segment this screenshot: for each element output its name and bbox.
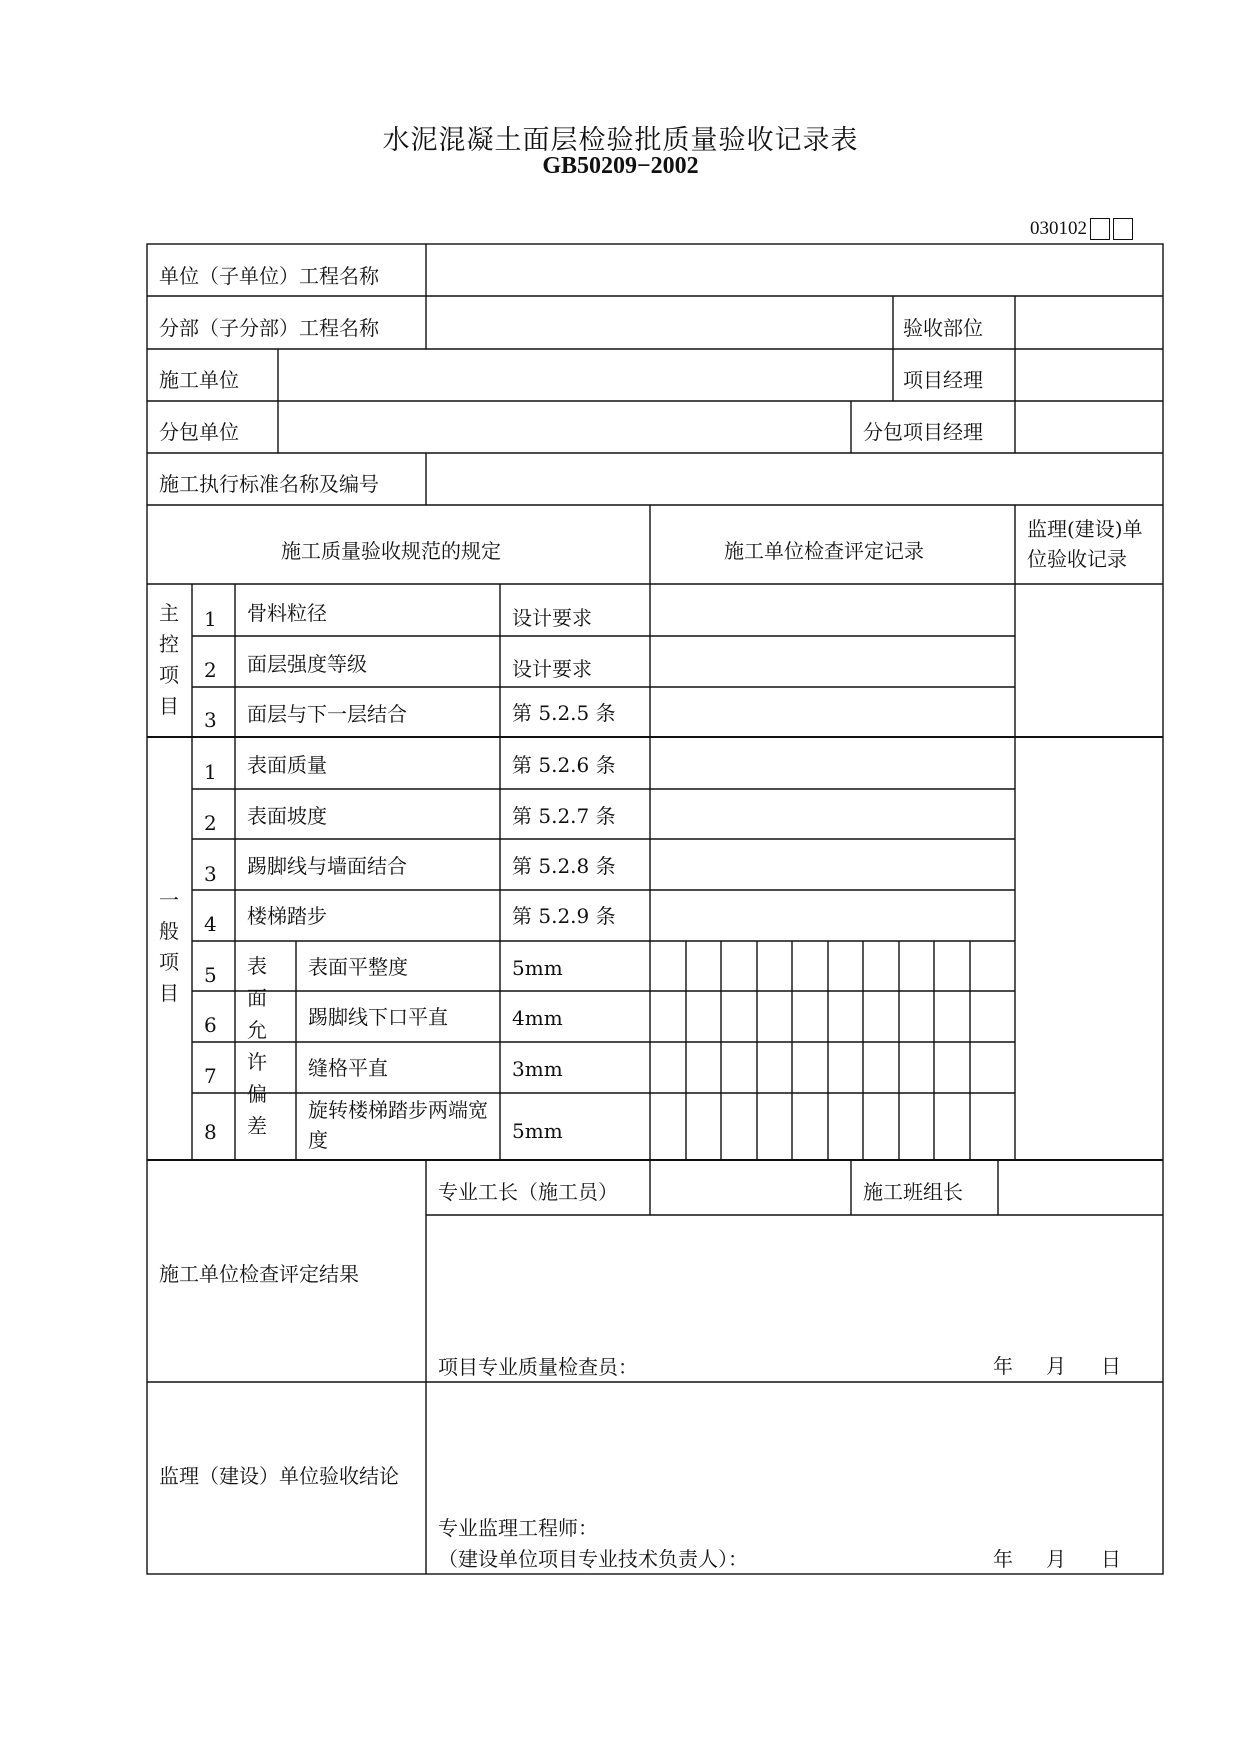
construction-year: 年 (993, 1354, 1013, 1378)
standard-name-label: 施工执行标准名称及编号 (159, 472, 379, 496)
owner-technical-lead-label: （建设单位项目专业技术负责人）： (438, 1547, 748, 1571)
supervisor-result-label: 监理（建设）单位验收结论 (159, 1464, 399, 1488)
construction-month: 月 (1046, 1354, 1066, 1378)
general-item-4-no: 4 (204, 912, 217, 936)
general-item-2-no: 2 (204, 811, 217, 835)
form-code-text: 030102 (1030, 218, 1087, 239)
main-item-3-no: 3 (204, 708, 217, 732)
general-item-1-no: 1 (204, 760, 217, 784)
main-item-2-no: 2 (204, 658, 217, 682)
general-item-3-no: 3 (204, 862, 217, 886)
deviation-item-5-no: 5 (204, 963, 217, 987)
spec-column-header: 施工质量验收规范的规定 (281, 539, 501, 563)
deviation-item-6-name: 踢脚线下口平直 (308, 1005, 448, 1029)
construction-unit-label: 施工单位 (159, 368, 239, 392)
general-item-4-name: 楼梯踏步 (247, 904, 327, 928)
deviation-item-7-req: 3mm (512, 1057, 563, 1081)
supervisor-month: 月 (1046, 1547, 1066, 1571)
general-item-3-name: 踢脚线与墙面结合 (247, 854, 407, 878)
main-item-2-name: 面层强度等级 (247, 652, 367, 676)
foreman-label: 专业工长（施工员） (438, 1180, 618, 1204)
main-item-2-req: 设计要求 (512, 657, 592, 681)
general-item-1-name: 表面质量 (247, 753, 327, 777)
sub-project-label: 分部（子分部）工程名称 (159, 316, 379, 340)
subcontract-manager-label: 分包项目经理 (863, 420, 983, 444)
main-item-1-req: 设计要求 (512, 606, 592, 630)
construction-result-label: 施工单位检查评定结果 (159, 1262, 359, 1286)
document-title: 水泥混凝土面层检验批质量验收记录表 (382, 125, 859, 156)
main-item-1-name: 骨料粒径 (247, 601, 327, 625)
deviation-item-7-name: 缝格平直 (308, 1056, 388, 1080)
supervisor-day: 日 (1101, 1547, 1121, 1571)
team-leader-label: 施工班组长 (863, 1180, 963, 1204)
general-item-3-req: 第 5.2.8 条 (512, 854, 616, 878)
standard-number: GB50209−2002 (542, 153, 699, 179)
supervisor-record-column-header: 监理(建设)单位验收记录 (1027, 517, 1143, 571)
general-item-2-name: 表面坡度 (247, 804, 327, 828)
deviation-item-8-no: 8 (204, 1120, 217, 1144)
main-item-3-req: 第 5.2.5 条 (512, 701, 616, 725)
deviation-item-5-req: 5mm (512, 956, 563, 980)
deviation-item-8-req: 5mm (512, 1119, 563, 1143)
unit-project-label: 单位（子单位）工程名称 (159, 264, 379, 288)
deviation-group-label: 表面允许偏差 (247, 954, 267, 1138)
acceptance-part-label: 验收部位 (903, 316, 983, 340)
deviation-item-6-req: 4mm (512, 1006, 563, 1030)
general-items-group-label: 一般项目 (159, 888, 179, 1005)
main-item-1-no: 1 (204, 607, 217, 631)
general-item-1-req: 第 5.2.6 条 (512, 753, 616, 777)
main-items-group-label: 主控项目 (159, 601, 179, 718)
general-item-2-req: 第 5.2.7 条 (512, 804, 616, 828)
supervisor-year: 年 (993, 1547, 1013, 1571)
main-item-3-name: 面层与下一层结合 (247, 702, 407, 726)
project-manager-label: 项目经理 (903, 368, 983, 392)
general-item-4-req: 第 5.2.9 条 (512, 904, 616, 928)
subcontract-unit-label: 分包单位 (159, 420, 239, 444)
deviation-item-6-no: 6 (204, 1013, 217, 1037)
construction-day: 日 (1101, 1354, 1121, 1378)
deviation-item-7-no: 7 (204, 1064, 217, 1088)
deviation-item-5-name: 表面平整度 (308, 955, 408, 979)
deviation-item-8-name: 旋转楼梯踏步两端宽度 (308, 1098, 488, 1152)
check-record-column-header: 施工单位检查评定记录 (724, 539, 924, 563)
quality-inspector-label: 项目专业质量检查员： (438, 1355, 638, 1379)
supervising-engineer-label: 专业监理工程师： (438, 1516, 598, 1540)
